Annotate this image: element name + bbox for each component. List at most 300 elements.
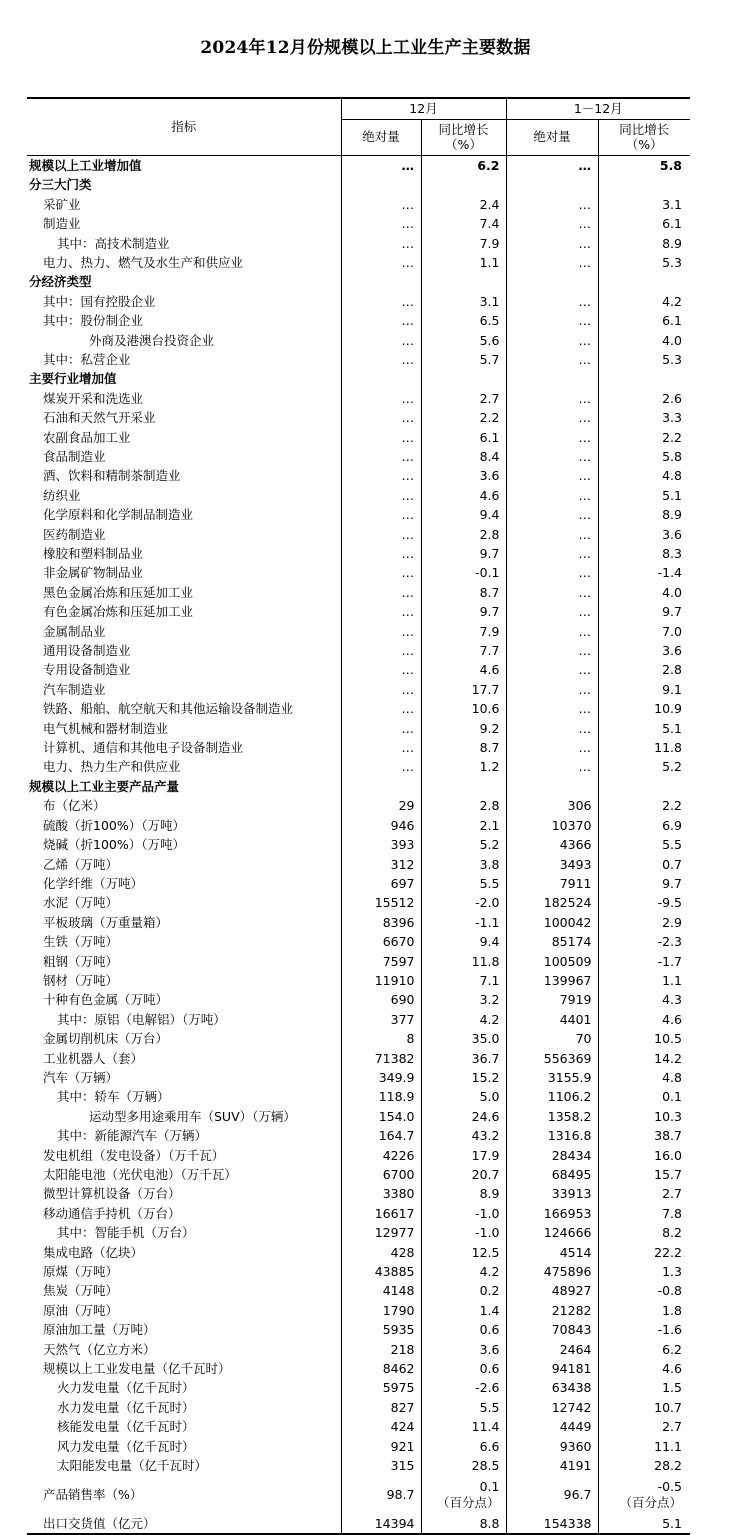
cumulative-absolute-value: … [506,641,598,660]
table-row [27,428,690,447]
month-absolute-value: … [341,660,421,679]
month-yoy-value [421,777,506,796]
cumulative-absolute-value: … [506,486,598,505]
cumulative-yoy-value: 8.9 [662,235,682,251]
row-label: 医药制造业 [27,525,341,544]
month-yoy-value: 11.8 [421,952,506,971]
yoy-label-line2: （%） [445,137,482,153]
month-absolute-value: … [341,505,421,524]
cumulative-absolute-value: 70 [506,1029,598,1048]
table-row [27,1456,690,1475]
month-absolute-value: 71382 [341,1049,421,1068]
month-yoy-value: 4.6 [421,660,506,679]
row-label: 主要行业增加值 [27,369,341,388]
month-absolute-value: 3380 [341,1184,421,1203]
row-label: 农副食品加工业 [27,428,341,447]
cumulative-yoy-value: 9.1 [662,681,682,697]
cumulative-yoy-value: 5.8 [662,448,682,464]
cumulative-yoy-value: 1.5 [662,1380,682,1396]
row-label: 黑色金属冶炼和压延加工业 [27,583,341,602]
cumulative-absolute-value: 4191 [506,1456,598,1475]
table-row [27,175,690,194]
table-row [27,1087,690,1106]
cumulative-absolute-value: 4366 [506,835,598,854]
cumulative-absolute-value: … [506,738,598,757]
month-absolute-value: 11910 [341,971,421,990]
cumulative-absolute-value: … [506,292,598,311]
row-label: 金属切削机床（万台） [27,1029,341,1048]
row-label: 化学原料和化学制品制造业 [27,505,341,524]
month-yoy-value: 5.0 [421,1087,506,1106]
cumulative-absolute-value: 21282 [506,1301,598,1320]
month-yoy-value: 5.6 [421,331,506,350]
month-yoy-value: 5.7 [421,350,506,369]
table-row [27,738,690,757]
row-label: 烧碱（折100%）（万吨） [27,835,341,854]
cumulative-yoy-value: 28.2 [654,1458,682,1474]
month-yoy-value: 3.6 [421,466,506,485]
table-row [27,893,690,912]
row-label: 通用设备制造业 [27,641,341,660]
cumulative-absolute-value: … [506,699,598,718]
month-yoy-value: 28.5 [421,1456,506,1475]
month-absolute-value: … [341,311,421,330]
cumulative-yoy-value: 3.1 [662,196,682,212]
month-yoy-value: 8.4 [421,447,506,466]
table-row [27,155,690,175]
cumulative-absolute-value: … [506,408,598,427]
month-absolute-value: … [341,466,421,485]
cumulative-absolute-value: … [506,544,598,563]
cumulative-absolute-value: … [506,563,598,582]
table-row [27,1301,690,1320]
table-row [27,641,690,660]
row-label: 规模以上工业发电量（亿千瓦时） [27,1359,341,1378]
row-label: 食品制造业 [27,447,341,466]
month-absolute-value: … [341,195,421,214]
row-label: 太阳能电池（光伏电池）（万千瓦） [27,1165,341,1184]
table-row [27,855,690,874]
month-absolute-value: 5935 [341,1320,421,1339]
table-row [27,563,690,582]
cumulative-yoy-value: 1.8 [662,1302,682,1318]
table-body [27,155,690,1534]
row-label: 采矿业 [27,195,341,214]
cumulative-yoy-value: -1.7 [657,953,682,969]
cumulative-yoy-value: 2.9 [662,914,682,930]
cumulative-absolute-value: 7911 [506,874,598,893]
cumulative-absolute-value: 96.7 [506,1476,598,1514]
cumulative-yoy-value: 38.7 [654,1128,682,1144]
month-yoy-value: 9.4 [421,932,506,951]
row-label: 平板玻璃（万重量箱） [27,913,341,932]
yoy-label-line1: 同比增长 [619,121,670,137]
row-label: 太阳能发电量（亿千瓦时） [27,1456,341,1475]
table-row [27,1417,690,1436]
month-absolute-value: 8 [341,1029,421,1048]
table-row [27,1262,690,1281]
row-label: 专用设备制造业 [27,660,341,679]
month-yoy-value: 7.4 [421,214,506,233]
month-absolute-value: 4148 [341,1281,421,1300]
cumulative-yoy-value: 4.8 [662,468,682,484]
cumulative-absolute-value: 85174 [506,932,598,951]
cumulative-yoy-value: 7.0 [662,623,682,639]
table-row [27,1378,690,1397]
row-label: 乙烯（万吨） [27,855,341,874]
month-yoy-value: 5.2 [421,835,506,854]
cumulative-yoy-value: 6.9 [662,817,682,833]
cumulative-yoy-value: 2.6 [662,390,682,406]
cumulative-absolute-value: 3493 [506,855,598,874]
row-label: 水泥（万吨） [27,893,341,912]
column-header-month-absolute: 绝对量 [341,119,421,155]
month-yoy-value: 6.6 [421,1437,506,1456]
cumulative-absolute-value: … [506,602,598,621]
value-unit: （百分点） [436,1494,500,1510]
cumulative-yoy-value: 2.2 [662,429,682,445]
month-absolute-value: … [341,486,421,505]
table-row [27,1029,690,1048]
table-row [27,1243,690,1262]
table-row [27,1281,690,1300]
cumulative-absolute-value: 124666 [506,1223,598,1242]
month-absolute-value: 690 [341,990,421,1009]
month-yoy-value: 35.0 [421,1029,506,1048]
month-yoy-value: 2.8 [421,525,506,544]
value-with-unit [602,1479,683,1511]
cumulative-yoy-value: 10.7 [654,1399,682,1415]
month-yoy-value: 6.2 [421,155,506,175]
row-label: 风力发电量（亿千瓦时） [27,1437,341,1456]
row-label: 火力发电量（亿千瓦时） [27,1378,341,1397]
row-label: 分三大门类 [27,175,341,194]
row-label: 其中：智能手机（万台） [27,1223,341,1242]
cumulative-absolute-value: 63438 [506,1378,598,1397]
table-row [27,835,690,854]
month-yoy-value: 4.2 [421,1262,506,1281]
column-group-header-cumulative: 1－12月 [506,99,690,119]
cumulative-absolute-value: … [506,525,598,544]
table-row [27,1223,690,1242]
month-absolute-value: … [341,563,421,582]
table-row [27,408,690,427]
month-absolute-value: … [341,447,421,466]
cumulative-yoy-value: 6.1 [662,313,682,329]
cumulative-yoy-value: 0.7 [662,856,682,872]
row-label: 原油加工量（万吨） [27,1320,341,1339]
month-absolute-value: … [341,699,421,718]
cumulative-absolute-value: 7919 [506,990,598,1009]
month-absolute-value: … [341,544,421,563]
value-number: 0.1 [479,1478,500,1494]
month-yoy-value: -1.0 [421,1204,506,1223]
row-label: 集成电路（亿块） [27,1243,341,1262]
row-label: 电力、热力、燃气及水生产和供应业 [27,253,341,272]
month-yoy-value: 8.9 [421,1184,506,1203]
month-absolute-value: … [341,680,421,699]
month-yoy-value: -1.1 [421,913,506,932]
month-yoy-value: -1.0 [421,1223,506,1242]
cumulative-absolute-value: … [506,350,598,369]
cumulative-absolute-value: 306 [506,796,598,815]
cumulative-absolute-value: … [506,234,598,253]
cumulative-absolute-value: … [506,660,598,679]
table-row [27,1359,690,1378]
month-absolute-value: … [341,253,421,272]
month-absolute-value: … [341,389,421,408]
table-row [27,1340,690,1359]
table-row [27,331,690,350]
month-yoy-value: 5.5 [421,874,506,893]
cumulative-absolute-value: … [506,583,598,602]
cumulative-absolute-value: 9360 [506,1437,598,1456]
column-header-month-yoy [421,119,506,155]
cumulative-absolute-value: … [506,389,598,408]
cumulative-yoy-value: 5.1 [662,720,682,736]
cumulative-yoy-value: 2.8 [662,662,682,678]
table-row [27,1437,690,1456]
cumulative-yoy-value: 4.0 [662,584,682,600]
month-absolute-value [341,175,421,194]
cumulative-yoy-value: 8.2 [662,1225,682,1241]
cumulative-absolute-value: … [506,331,598,350]
cumulative-absolute-value: 166953 [506,1204,598,1223]
cumulative-yoy-value: 3.6 [662,643,682,659]
month-absolute-value: 1790 [341,1301,421,1320]
month-yoy-value: 7.1 [421,971,506,990]
cumulative-yoy-value: -2.3 [657,934,682,950]
month-yoy-value: 3.2 [421,990,506,1009]
cumulative-yoy-value: 10.3 [654,1108,682,1124]
month-absolute-value: 164.7 [341,1126,421,1145]
table-row [27,525,690,544]
table-row [27,622,690,641]
table-row [27,1320,690,1339]
month-yoy-value: 8.7 [421,738,506,757]
month-yoy-value: -0.1 [421,563,506,582]
cumulative-absolute-value: … [506,680,598,699]
cumulative-yoy-value [598,175,690,194]
month-absolute-value [341,777,421,796]
cumulative-yoy-value [598,1476,690,1514]
month-absolute-value: 5975 [341,1378,421,1397]
month-absolute-value: 16617 [341,1204,421,1223]
month-absolute-value: 6700 [341,1165,421,1184]
month-absolute-value: … [341,757,421,776]
month-absolute-value: 8462 [341,1359,421,1378]
month-absolute-value: 6670 [341,932,421,951]
cumulative-yoy-value: -0.8 [657,1283,682,1299]
row-label: 外商及港澳台投资企业 [27,331,341,350]
month-absolute-value: 827 [341,1398,421,1417]
table-row [27,874,690,893]
table-row [27,932,690,951]
cumulative-yoy-value: -9.5 [657,895,682,911]
cumulative-yoy-value: 8.9 [662,507,682,523]
row-label: 非金属矿物制品业 [27,563,341,582]
cumulative-absolute-value: … [506,622,598,641]
month-yoy-value: -2.6 [421,1378,506,1397]
cumulative-yoy-value: 11.8 [654,740,682,756]
month-yoy-value: 1.4 [421,1301,506,1320]
yoy-label-line2: （%） [625,137,663,153]
cumulative-yoy-value: 5.3 [662,351,682,367]
cumulative-yoy-value: 16.0 [654,1147,682,1163]
month-absolute-value: … [341,719,421,738]
row-label: 粗钢（万吨） [27,952,341,971]
month-yoy-value: 9.4 [421,505,506,524]
month-absolute-value: … [341,525,421,544]
cumulative-yoy-value: 10.9 [654,701,682,717]
table-row [27,505,690,524]
month-absolute-value: 946 [341,816,421,835]
cumulative-absolute-value: 475896 [506,1262,598,1281]
month-absolute-value: … [341,602,421,621]
table-row [27,214,690,233]
month-yoy-value: 9.7 [421,602,506,621]
month-absolute-value: 312 [341,855,421,874]
row-label: 有色金属冶炼和压延加工业 [27,602,341,621]
month-yoy-value: 6.5 [421,311,506,330]
row-label: 钢材（万吨） [27,971,341,990]
cumulative-absolute-value: 3155.9 [506,1068,598,1087]
cumulative-yoy-value: 5.5 [662,837,682,853]
cumulative-yoy-value [598,369,690,388]
row-label: 其中：私营企业 [27,350,341,369]
row-label: 其中：高技术制造业 [27,234,341,253]
month-yoy-value: 7.7 [421,641,506,660]
cumulative-yoy-value [598,777,690,796]
cumulative-absolute-value: 4514 [506,1243,598,1262]
month-absolute-value: … [341,583,421,602]
month-absolute-value: … [341,641,421,660]
cumulative-absolute-value: … [506,311,598,330]
column-header-cumulative-yoy [598,119,690,155]
table-row [27,777,690,796]
cumulative-absolute-value: … [506,505,598,524]
cumulative-absolute-value: 33913 [506,1184,598,1203]
row-label: 焦炭（万吨） [27,1281,341,1300]
table-row [27,1165,690,1184]
month-yoy-value: 7.9 [421,622,506,641]
table-row [27,1476,690,1514]
table-row [27,1398,690,1417]
month-yoy-value: -2.0 [421,893,506,912]
month-absolute-value: … [341,292,421,311]
row-label: 化学纤维（万吨） [27,874,341,893]
row-label: 其中：股份制企业 [27,311,341,330]
table-row [27,311,690,330]
row-label: 制造业 [27,214,341,233]
month-absolute-value: 218 [341,1340,421,1359]
table-row [27,952,690,971]
cumulative-absolute-value: 139967 [506,971,598,990]
cumulative-yoy-value: 3.6 [662,526,682,542]
month-absolute-value: 921 [341,1437,421,1456]
month-yoy-value: 8.8 [421,1514,506,1534]
cumulative-yoy-value: 4.6 [662,1361,682,1377]
month-absolute-value: 315 [341,1456,421,1475]
month-yoy-value: 1.1 [421,253,506,272]
month-yoy-value: 2.8 [421,796,506,815]
month-yoy-value: 17.9 [421,1146,506,1165]
cumulative-yoy-value: 11.1 [654,1438,682,1454]
cumulative-absolute-value: 4401 [506,1010,598,1029]
month-absolute-value: … [341,408,421,427]
month-absolute-value: 14394 [341,1514,421,1534]
cumulative-yoy-value: 5.8 [659,157,682,173]
cumulative-yoy-value: 1.1 [662,972,682,988]
cumulative-yoy-value: 1.3 [662,1264,682,1280]
row-label: 生铁（万吨） [27,932,341,951]
cumulative-absolute-value: 70843 [506,1320,598,1339]
month-yoy-value: 4.2 [421,1010,506,1029]
cumulative-absolute-value [506,272,598,291]
month-yoy-value: 2.2 [421,408,506,427]
month-absolute-value: 424 [341,1417,421,1436]
row-label: 硫酸（折100%）（万吨） [27,816,341,835]
row-label: 电气机械和器材制造业 [27,719,341,738]
month-yoy-value: 6.1 [421,428,506,447]
month-absolute-value: … [341,738,421,757]
cumulative-absolute-value: 154338 [506,1514,598,1534]
month-absolute-value [341,272,421,291]
month-absolute-value: 377 [341,1010,421,1029]
month-absolute-value: 12977 [341,1223,421,1242]
month-yoy-value: 1.2 [421,757,506,776]
row-label: 运动型多用途乘用车（SUV）（万辆） [27,1107,341,1126]
cumulative-yoy-value: 4.3 [662,992,682,1008]
column-header-indicator: 指标 [27,99,341,155]
month-yoy-value: 9.2 [421,719,506,738]
month-yoy-value: 8.7 [421,583,506,602]
month-yoy-value: 10.6 [421,699,506,718]
row-label: 原油（万吨） [27,1301,341,1320]
table-row [27,1068,690,1087]
month-absolute-value: … [341,622,421,641]
table-row [27,272,690,291]
month-yoy-value: 17.7 [421,680,506,699]
table-row [27,971,690,990]
table-row [27,486,690,505]
cumulative-yoy-value: 22.2 [654,1244,682,1260]
cumulative-absolute-value [506,175,598,194]
cumulative-yoy-value: 2.7 [662,1419,682,1435]
row-label: 其中：轿车（万辆） [27,1087,341,1106]
table-row [27,389,690,408]
cumulative-absolute-value: 4449 [506,1417,598,1436]
cumulative-absolute-value: … [506,195,598,214]
table-row [27,816,690,835]
cumulative-absolute-value: 94181 [506,1359,598,1378]
row-label: 其中：新能源汽车（万辆） [27,1126,341,1145]
table-row [27,1010,690,1029]
month-absolute-value: … [341,155,421,175]
month-yoy-value [421,1476,506,1514]
table-row [27,1049,690,1068]
table-row [27,680,690,699]
row-label: 布（亿米） [27,796,341,815]
cumulative-yoy-value: 14.2 [654,1050,682,1066]
table-row [27,1204,690,1223]
cumulative-absolute-value: 68495 [506,1165,598,1184]
month-absolute-value: 43885 [341,1262,421,1281]
month-absolute-value: … [341,234,421,253]
cumulative-absolute-value: 556369 [506,1049,598,1068]
cumulative-yoy-value: 0.1 [662,1089,682,1105]
cumulative-absolute-value: 28434 [506,1146,598,1165]
